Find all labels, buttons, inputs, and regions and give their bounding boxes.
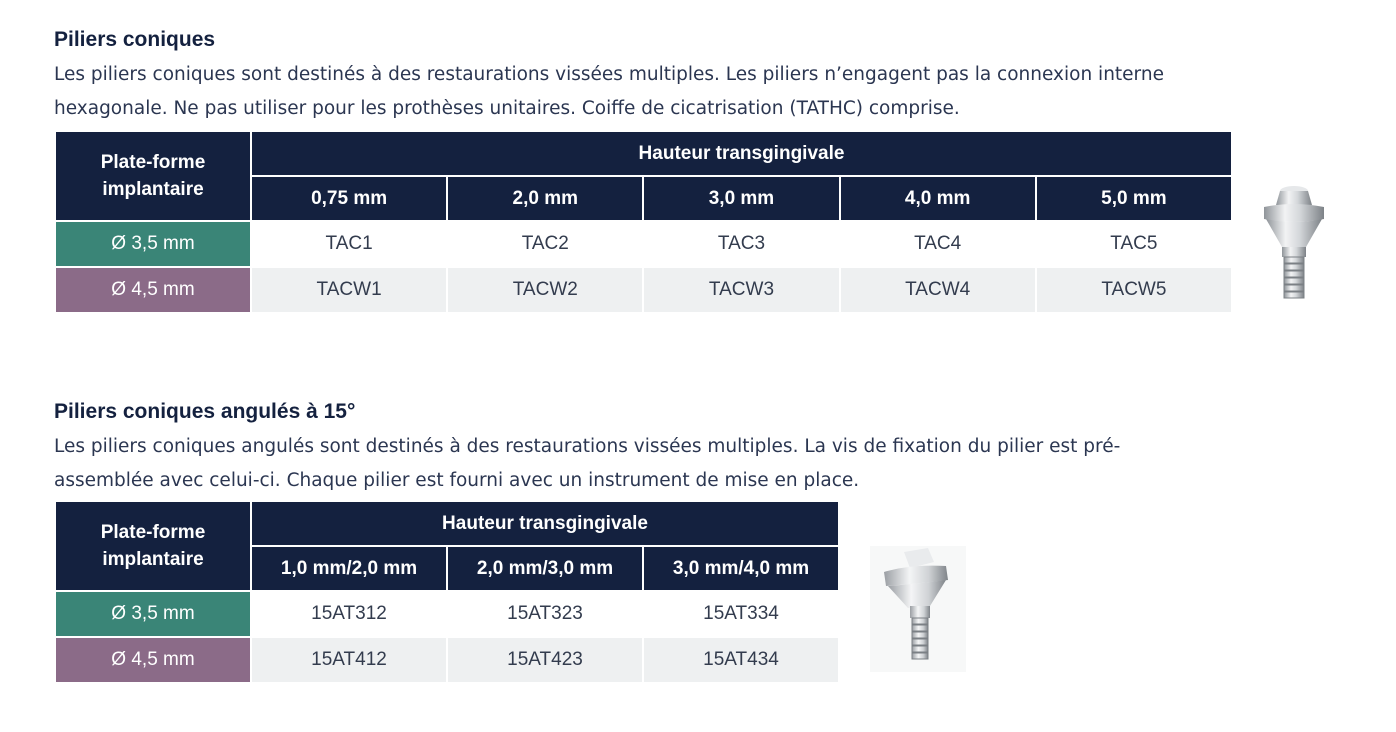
section-description bbox=[54, 58, 1294, 126]
column-header: 3,0 mm bbox=[643, 176, 839, 221]
reference-cell: TAC5 bbox=[1036, 221, 1232, 267]
reference-cell: TACW1 bbox=[251, 267, 447, 313]
column-header: 3,0 mm/4,0 mm bbox=[643, 546, 839, 591]
reference-cell: TAC3 bbox=[643, 221, 839, 267]
column-header: 2,0 mm bbox=[447, 176, 643, 221]
platform-header bbox=[55, 131, 251, 221]
section-title: Piliers coniques bbox=[54, 28, 216, 51]
platform-cell: Ø 4,5 mm bbox=[55, 637, 251, 683]
reference-cell: 15AT334 bbox=[643, 591, 839, 637]
angled-abutment-image bbox=[870, 546, 966, 672]
section-title: Piliers coniques angulés à 15° bbox=[54, 400, 356, 423]
description-line-2: hexagonale. Ne pas utiliser pour les prothèses unitaires. Coiffe de cicatrisation (TATHC) comprise. bbox=[54, 98, 960, 119]
reference-cell: 15AT312 bbox=[251, 591, 447, 637]
table-row bbox=[55, 221, 1232, 267]
reference-cell: TACW4 bbox=[840, 267, 1036, 313]
reference-cell: 15AT323 bbox=[447, 591, 643, 637]
platform-cell: Ø 3,5 mm bbox=[55, 591, 251, 637]
column-header: 0,75 mm bbox=[251, 176, 447, 221]
platform-header bbox=[55, 501, 251, 591]
height-group-header: Hauteur transgingivale bbox=[251, 131, 1232, 176]
description-line-2: assemblée avec celui-ci. Chaque pilier est fourni avec un instrument de mise en place. bbox=[54, 470, 860, 491]
section-description bbox=[54, 430, 1294, 498]
reference-cell: TACW2 bbox=[447, 267, 643, 313]
spec-table bbox=[54, 500, 840, 684]
table-row bbox=[55, 591, 839, 637]
table-row bbox=[55, 637, 839, 683]
column-header: 2,0 mm/3,0 mm bbox=[447, 546, 643, 591]
reference-cell: 15AT434 bbox=[643, 637, 839, 683]
reference-cell: TAC4 bbox=[840, 221, 1036, 267]
column-header: 5,0 mm bbox=[1036, 176, 1232, 221]
description-line-1: Les piliers coniques angulés sont destinés à des restaurations vissées multiples. La vis de fixation du pilier est pré- bbox=[54, 436, 1121, 457]
table-row bbox=[55, 267, 1232, 313]
height-group-header: Hauteur transgingivale bbox=[251, 501, 839, 546]
platform-header-line-1: Plate-forme bbox=[100, 152, 206, 173]
reference-cell: TAC2 bbox=[447, 221, 643, 267]
column-header: 4,0 mm bbox=[840, 176, 1036, 221]
description-line-1: Les piliers coniques sont destinés à des restaurations vissées multiples. Les piliers n’engagent pas la connexion interne bbox=[54, 64, 1164, 85]
reference-cell: 15AT423 bbox=[447, 637, 643, 683]
reference-cell: TACW3 bbox=[643, 267, 839, 313]
conical-abutment-image bbox=[1256, 183, 1332, 305]
platform-header-line-1: Plate-forme bbox=[100, 522, 206, 543]
platform-cell: Ø 4,5 mm bbox=[55, 267, 251, 313]
column-header: 1,0 mm/2,0 mm bbox=[251, 546, 447, 591]
section-conical-abutments bbox=[54, 26, 1294, 300]
platform-header-line-2: implantaire bbox=[102, 549, 204, 570]
section-angled-conical-abutments bbox=[54, 398, 1294, 670]
platform-header-line-2: implantaire bbox=[102, 179, 204, 200]
reference-cell: TACW5 bbox=[1036, 267, 1232, 313]
reference-cell: TAC1 bbox=[251, 221, 447, 267]
spec-table bbox=[54, 130, 1233, 314]
platform-cell: Ø 3,5 mm bbox=[55, 221, 251, 267]
reference-cell: 15AT412 bbox=[251, 637, 447, 683]
